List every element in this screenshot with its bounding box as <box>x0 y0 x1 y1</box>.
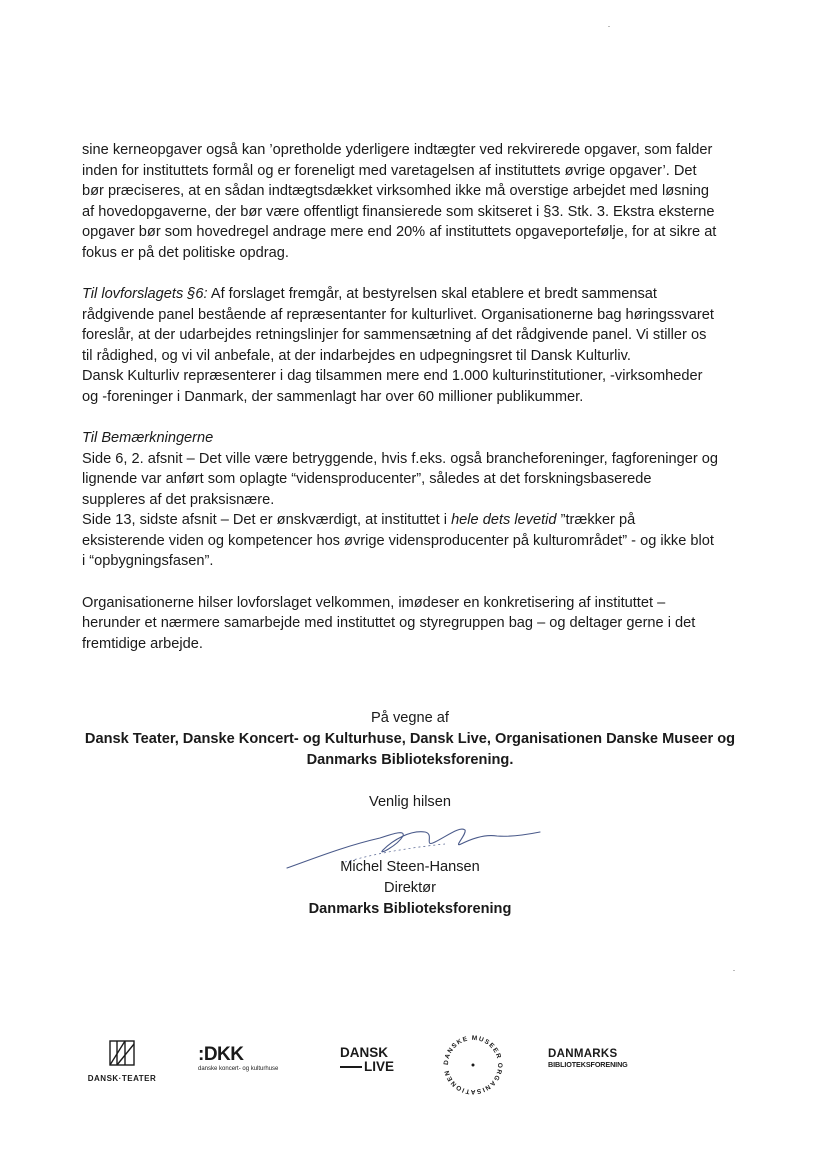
text-line: lignende var anført som oplagte “vidensproducenter”, således at det forskningsbaserede <box>82 471 652 487</box>
text-line: fremtidige arbejde. <box>82 635 203 652</box>
logo-line: LIVE <box>364 1059 395 1074</box>
text-line: opgaver bør som hovedregel andrage mere end 20% af instituttets opgaveportefølje, for at sikre at <box>82 224 717 240</box>
organisations-line: Danmarks Biblioteksforening. <box>306 752 514 768</box>
danske-museer-logo <box>438 1030 508 1100</box>
text-line: suppleres af det praksisnære. <box>82 491 275 508</box>
logo-line: DANSK <box>340 1045 389 1060</box>
text-span: Af forslaget fremgår, at bestyrelsen skal etablere et bredt sammensat <box>207 286 657 302</box>
paragraph-income <box>82 140 752 263</box>
text-line <box>82 284 752 305</box>
text-span: ”trækker på <box>556 512 636 528</box>
logo-mark: :DKK <box>198 1044 244 1065</box>
dansk-live-logo <box>340 1046 400 1074</box>
scan-speck <box>733 970 735 971</box>
organisations-line: Dansk Teater, Danske Koncert- og Kulturhuse, Dansk Live, Organisationen Danske Museer og <box>84 731 736 747</box>
section-heading: Til lovforslagets §6: <box>82 286 208 302</box>
text-line: Dansk Kulturliv repræsenterer i dag tilsammen mere end 1.000 kulturinstitutioner, -virksomheder <box>82 368 703 384</box>
text-line: af hovedopgaverne, der bør være offentligt finansierede som skitseret i §3. Stk. 3. Ekstra eksterne <box>82 203 715 220</box>
logo-caption: DANSK·TEATER <box>87 1074 157 1083</box>
letter-body <box>82 140 752 675</box>
text-line: Organisationerne hilser lovforslaget velkommen, imødeser en konkretisering af instituttet – <box>82 594 666 611</box>
dkk-logo <box>198 1046 308 1072</box>
svg-text:DANSKE MUSEER ORGANISATIONEN: DANSKE MUSEER ORGANISATIONEN <box>442 1034 504 1096</box>
text-line: til rådighed, og vi vil anbefale, at der indarbejdes en udpegningsret til Dansk Kulturliv. <box>82 347 631 364</box>
signature-block-header <box>60 708 760 771</box>
paragraph-remarks <box>82 428 752 572</box>
partner-logos <box>0 1030 827 1110</box>
scan-speck <box>608 26 610 27</box>
text-line: Side 6, 2. afsnit – Det ville være betryggende, hvis f.eks. også brancheforeninger, fagforeninger og <box>82 450 719 467</box>
greeting-text: Venlig hilsen <box>369 794 451 810</box>
teater-mark-icon <box>109 1040 135 1066</box>
museer-ring-emblem-icon <box>438 1030 508 1100</box>
text-line: bør præciseres, at en sådan indtægtsdækket virksomhed ikke må overstige arbejdet med løsning <box>82 183 710 199</box>
logo-caption: danske koncert- og kulturhuse <box>198 1066 279 1072</box>
signer-block <box>60 857 760 920</box>
signer-title: Direktør <box>384 880 436 896</box>
paragraph-section-6 <box>82 284 752 407</box>
logo-line: DANMARKS <box>548 1048 618 1060</box>
logo-dash <box>340 1066 362 1068</box>
text-line: herunder et nærmere samarbejde med instituttet og styregruppen bag – og deltager gerne i det <box>82 615 696 631</box>
signer-name: Michel Steen-Hansen <box>340 859 480 875</box>
text-line <box>82 510 752 531</box>
text-line: fokus er på det politiske opdrag. <box>82 244 289 261</box>
text-line: sine kerneopgaver også kan ’opretholde yderligere indtægter ved rekvirerede opgaver, som falder <box>82 142 713 158</box>
text-line: inden for instituttets formål og er foreneligt med varetagelsen af instituttets øvrige opgaver’. Det <box>82 162 697 179</box>
signer-organisation: Danmarks Biblioteksforening <box>308 901 512 917</box>
text-line: eksisterende viden og kompetencer hos øvrige vidensproducenter på kulturområdet” - og ikke blot <box>82 532 714 549</box>
text-line: i “opbygningsfasen”. <box>82 553 214 569</box>
emphasis-span: hele dets levetid <box>451 512 557 528</box>
paragraph-conclusion <box>82 593 752 655</box>
danmarks-biblioteksforening-logo <box>548 1048 628 1069</box>
text-line: rådgivende panel bestående af repræsentanter for kulturlivet. Organisationerne bag høringssvaret <box>82 306 714 323</box>
dansk-teater-logo <box>82 1040 162 1083</box>
on-behalf-text: På vegne af <box>371 710 449 726</box>
text-line: foreslår, at der udarbejdes retningslinjer for sammensætning af det rådgivende panel. Vi stiller os <box>82 327 707 343</box>
logo-line: BIBLIOTEKSFORENING <box>548 1060 628 1069</box>
text-line: og -foreninger i Danmark, der sammenlagt har over 60 millioner publikummer. <box>82 388 584 405</box>
section-heading: Til Bemærkningerne <box>82 430 214 446</box>
logo-line-row <box>340 1060 400 1074</box>
text-span: Side 13, sidste afsnit – Det er ønskværdigt, at instituttet i <box>82 512 452 528</box>
